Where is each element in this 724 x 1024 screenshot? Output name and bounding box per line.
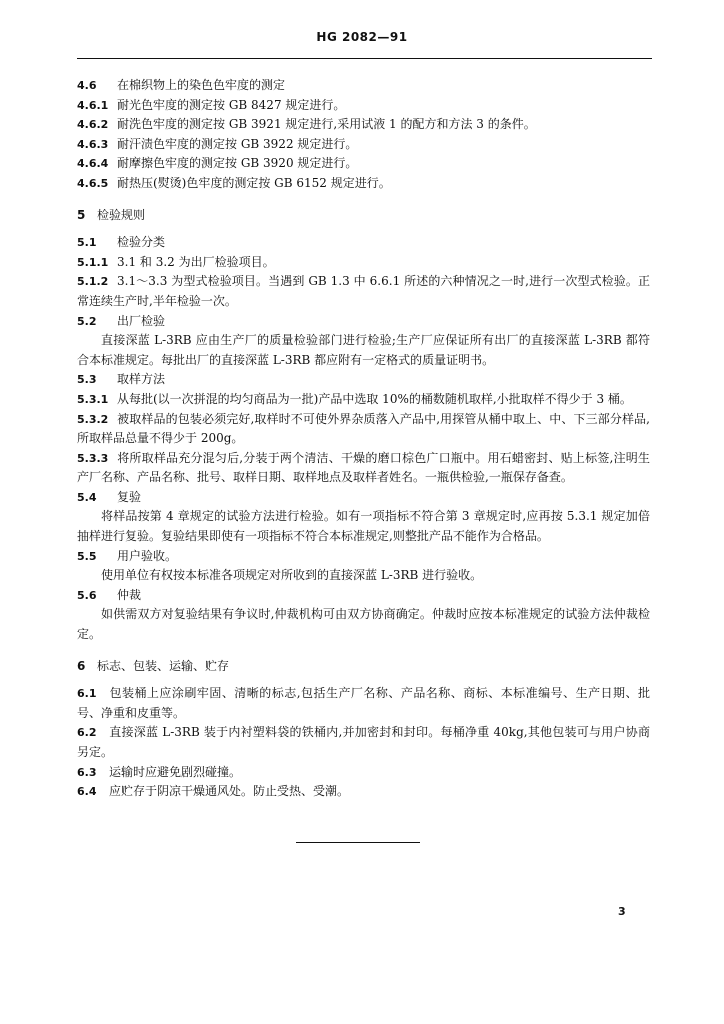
clause-5-3-3 — [77, 449, 650, 488]
clause-number: 6.3 — [77, 765, 97, 779]
standard-code-header: HG 2082—91 — [316, 30, 408, 44]
clause-6-1 — [77, 684, 650, 723]
section-number: 4.6 — [77, 79, 97, 92]
section-title: 仲裁 — [117, 587, 142, 602]
section-5-5-paragraph: 使用单位有权按本标准各项规定对所收到的直接深蓝 L-3RB 进行验收。 — [101, 568, 483, 583]
section-number: 5.5 — [77, 549, 97, 563]
clause-number: 4.6.4 — [77, 157, 109, 171]
clause-text: 直接深蓝 L-3RB 装于内衬塑料袋的铁桶内,并加密封和封印。每桶净重 40kg,其他包装可与用户协商另定。 — [77, 725, 650, 759]
clause-text: 应贮存于阴凉干燥通风处。防止受热、受潮。 — [109, 784, 350, 799]
clause-text: 耐洗色牢度的测定按 GB 3921 规定进行,采用试液 1 的配方和方法 3 的条件。 — [117, 117, 536, 132]
clause-number: 5.3.1 — [77, 392, 109, 406]
section-title: 用户验收。 — [117, 548, 178, 563]
chapter-title: 标志、包装、运输、贮存 — [97, 658, 230, 673]
chapter-5-heading — [77, 206, 650, 226]
clause-number: 4.6.5 — [77, 176, 109, 190]
clause-text: 耐热压(熨烫)色牢度的测定按 GB 6152 规定进行。 — [117, 175, 391, 190]
chapter-number: 6 — [77, 658, 86, 673]
clause-number: 4.6.3 — [77, 137, 109, 151]
section-5-2-heading — [77, 312, 650, 332]
clause-number: 5.3.3 — [77, 451, 109, 465]
clause-text: 将所取样品充分混匀后,分装于两个清洁、干燥的磨口棕色广口瓶中。用石蜡密封、贴上标签,注明生产厂名称、产品名称、批号、取样日期、取样地点及取样者姓名。一瓶供检验,一瓶保存备查。 — [77, 450, 650, 485]
section-title: 复验 — [117, 489, 142, 504]
clause-6-3 — [77, 763, 650, 783]
section-5-4-paragraph: 将样品按第 4 章规定的试验方法进行检验。如有一项指标不符合第 3 章规定时,应再按 5.3.1 规定加倍抽样进行复验。复验结果即使有一项指标不符合本标准规定,则整批产品不能作为合格品。 — [77, 509, 650, 544]
clause-text: 被取样品的包装必须完好,取样时不可使外界杂质落入产品中,用探管从桶中取上、中、下三部分样品,所取样品总量不得少于 200g。 — [77, 411, 650, 446]
section-5-1-heading — [77, 233, 650, 253]
clause-5-1-1 — [77, 253, 650, 273]
clause-text: 从每批(以一次拼混的均匀商品为一批)产品中选取 10%的桶数随机取样,小批取样不得少于 3 桶。 — [117, 391, 632, 406]
clause-number: 6.4 — [77, 785, 97, 799]
clause-text: 耐摩擦色牢度的测定按 GB 3920 规定进行。 — [117, 156, 358, 171]
section-title: 取样方法 — [117, 372, 166, 387]
section-title: 出厂检验 — [117, 313, 166, 328]
clause-number: 4.6.2 — [77, 118, 109, 132]
clause-text: 耐光色牢度的测定按 GB 8427 规定进行。 — [117, 97, 346, 112]
section-5-3-heading — [77, 370, 650, 390]
clause-text: 3.1 和 3.2 为出厂检验项目。 — [117, 254, 275, 269]
section-number: 5.1 — [77, 236, 97, 250]
clause-6-2 — [77, 723, 650, 762]
clause-5-3-2 — [77, 410, 650, 449]
clause-5-3-1 — [77, 390, 650, 410]
chapter-title: 检验规则 — [97, 207, 146, 222]
clause-4-6-4 — [77, 154, 650, 174]
section-title: 检验分类 — [117, 235, 166, 250]
clause-4-6-1 — [77, 96, 650, 116]
clause-text: 运输时应避免剧烈碰撞。 — [109, 764, 242, 779]
section-number: 5.6 — [77, 588, 97, 602]
clause-number: 6.1 — [77, 687, 97, 701]
chapter-number: 5 — [77, 207, 86, 222]
clause-number: 6.2 — [77, 726, 97, 740]
clause-text: 耐汗渍色牢度的测定按 GB 3922 规定进行。 — [117, 136, 358, 151]
section-4-6-heading — [77, 76, 650, 96]
clause-4-6-2 — [77, 115, 650, 135]
clause-number: 5.3.2 — [77, 412, 109, 426]
section-number: 5.4 — [77, 490, 97, 504]
clause-4-6-3 — [77, 135, 650, 155]
clause-6-4 — [77, 782, 650, 802]
clause-number: 4.6.1 — [77, 98, 109, 112]
clause-5-1-2 — [77, 272, 650, 311]
clause-4-6-5 — [77, 174, 650, 194]
section-5-5-heading — [77, 547, 650, 567]
page-number: 3 — [618, 905, 626, 918]
section-title: 在棉织物上的染色色牢度的测定 — [117, 78, 286, 92]
chapter-6-heading — [77, 657, 650, 677]
section-5-6-heading — [77, 586, 650, 606]
section-number: 5.3 — [77, 373, 97, 387]
end-of-standard-rule — [296, 842, 420, 843]
clause-text: 包装桶上应涂刷牢固、清晰的标志,包括生产厂名称、产品名称、商标、本标准编号、生产日期、批号、净重和皮重等。 — [77, 686, 650, 720]
section-5-4-heading — [77, 488, 650, 508]
clause-number: 5.1.1 — [77, 255, 109, 269]
section-5-6-paragraph: 如供需双方对复验结果有争议时,仲裁机构可由双方协商确定。仲裁时应按本标准规定的试验方法仲裁检定。 — [77, 607, 650, 642]
clause-number: 5.1.2 — [77, 275, 109, 289]
section-5-2-paragraph: 直接深蓝 L-3RB 应由生产厂的质量检验部门进行检验;生产厂应保证所有出厂的直接深蓝 L-3RB 都符合本标准规定。每批出厂的直接深蓝 L-3RB 都应附有一定格式的质量证明书。 — [77, 333, 650, 367]
clause-text: 3.1～3.3 为型式检验项目。当遇到 GB 1.3 中 6.6.1 所述的六种情况之一时,进行一次型式检验。正常连续生产时,半年检验一次。 — [77, 274, 650, 308]
header-rule — [77, 58, 652, 59]
document-body — [77, 76, 650, 802]
section-number: 5.2 — [77, 314, 97, 328]
